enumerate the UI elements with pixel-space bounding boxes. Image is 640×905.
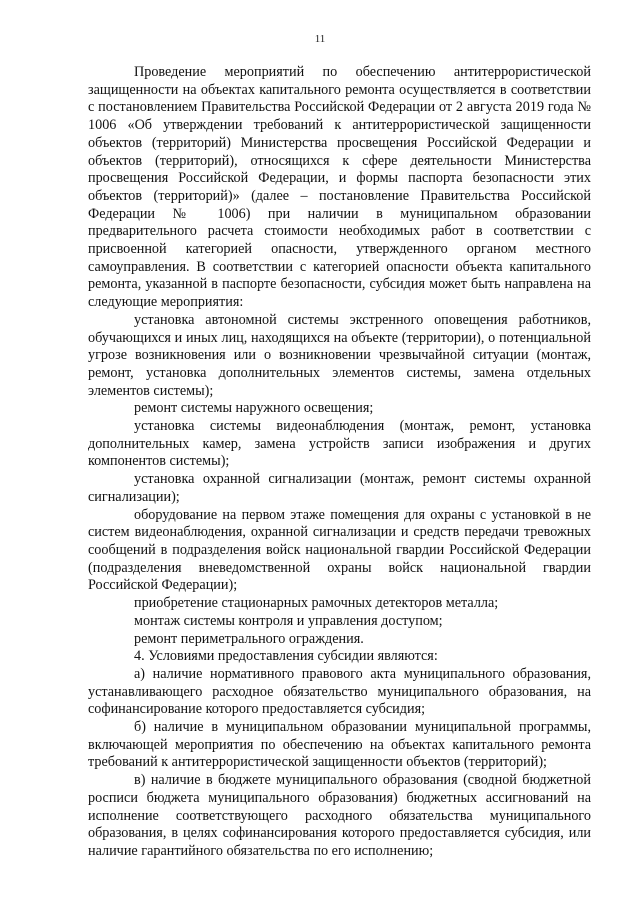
paragraph-item-metal-detectors: приобретение стационарных рамочных детекторов металла;: [134, 595, 499, 612]
paragraph-condition-c: в) наличие в бюджете муниципального образования (сводной бюджетной росписи бюджета муниципального образования) бюджетных ассигнований на исполнение соответствующего расходного обязательства муниципального образования, в целях софинансирования которого предоставляется субсидия, или наличие гарантийного обязательства по его исполнению;: [88, 772, 591, 859]
paragraph-condition-b: б) наличие в муниципальном образовании муниципальной программы, включающей мероприятия по обеспечению на объектах капитального ремонта требований к антитеррористической защищенности объектов (территорий);: [88, 719, 591, 771]
document-body: [88, 64, 591, 861]
paragraph-item-guard-room: оборудование на первом этаже помещения для охраны с установкой в не систем видеонаблюдения, охранной сигнализации и средств передачи тревожных сообщений в подразделения войск национальной гвардии Российской Федерации (подразделения вневедомственной охраны войск национальной гвардии Российской Федерации);: [88, 506, 591, 594]
paragraph-item-security-alarm: установка охранной сигнализации (монтаж, ремонт системы охранной сигнализации);: [88, 471, 591, 505]
page-number: 11: [314, 33, 326, 45]
paragraph-item-lighting: ремонт системы наружного освещения;: [134, 400, 374, 417]
paragraph-conditions-heading: 4. Условиями предоставления субсидии являются:: [134, 648, 438, 665]
paragraph-condition-a: а) наличие нормативного правового акта муниципального образования, устанавливающего расходное обязательство муниципального образования, на софинансирование которого предоставляется субсидия;: [88, 665, 591, 718]
paragraph-item-fence-repair: ремонт периметрального ограждения.: [134, 630, 364, 647]
paragraph-item-notification-system: установка автономной системы экстренного оповещения работников, обучающихся и иных лиц, находящихся на объекте (территории), о потенциальной угрозе возникновения или о возникновении чрезвычайной ситуации (монтаж, ремонт, установка дополнительных элементов системы, замена отдельных элементов системы);: [88, 311, 591, 399]
paragraph-item-access-control: монтаж системы контроля и управления доступом;: [134, 612, 443, 629]
paragraph-intro: Проведение мероприятий по обеспечению антитеррористической защищенности на объектах капитального ремонта осуществляется в соответствии с постановлением Правительства Российской Федерации от 2 августа 2019 года № 1006 «Об утверждении требований к антитеррористической защищенности объектов (территорий) Министерства просвещения Российской Федерации и объектов (территорий), относящихся к сфере деятельности Министерства просвещения Российской Федерации, и формы паспорта безопасности этих объектов (территорий)» (далее – постановление Правительства Российской Федерации № 1006) при наличии в муниципальном образовании предварительного расчета стоимости необходимых работ в соответствии с присвоенной категорией опасности, утвержденного органом местного самоуправления. В соответствии с категорией опасности объекта капитального ремонта, указанной в паспорте безопасности, субсидия может быть направлена на следующие мероприятия:: [88, 64, 591, 311]
paragraph-item-video-surveillance: установка системы видеонаблюдения (монтаж, ремонт, установка дополнительных камер, замена устройств записи изображения и других компонентов системы);: [88, 418, 591, 470]
